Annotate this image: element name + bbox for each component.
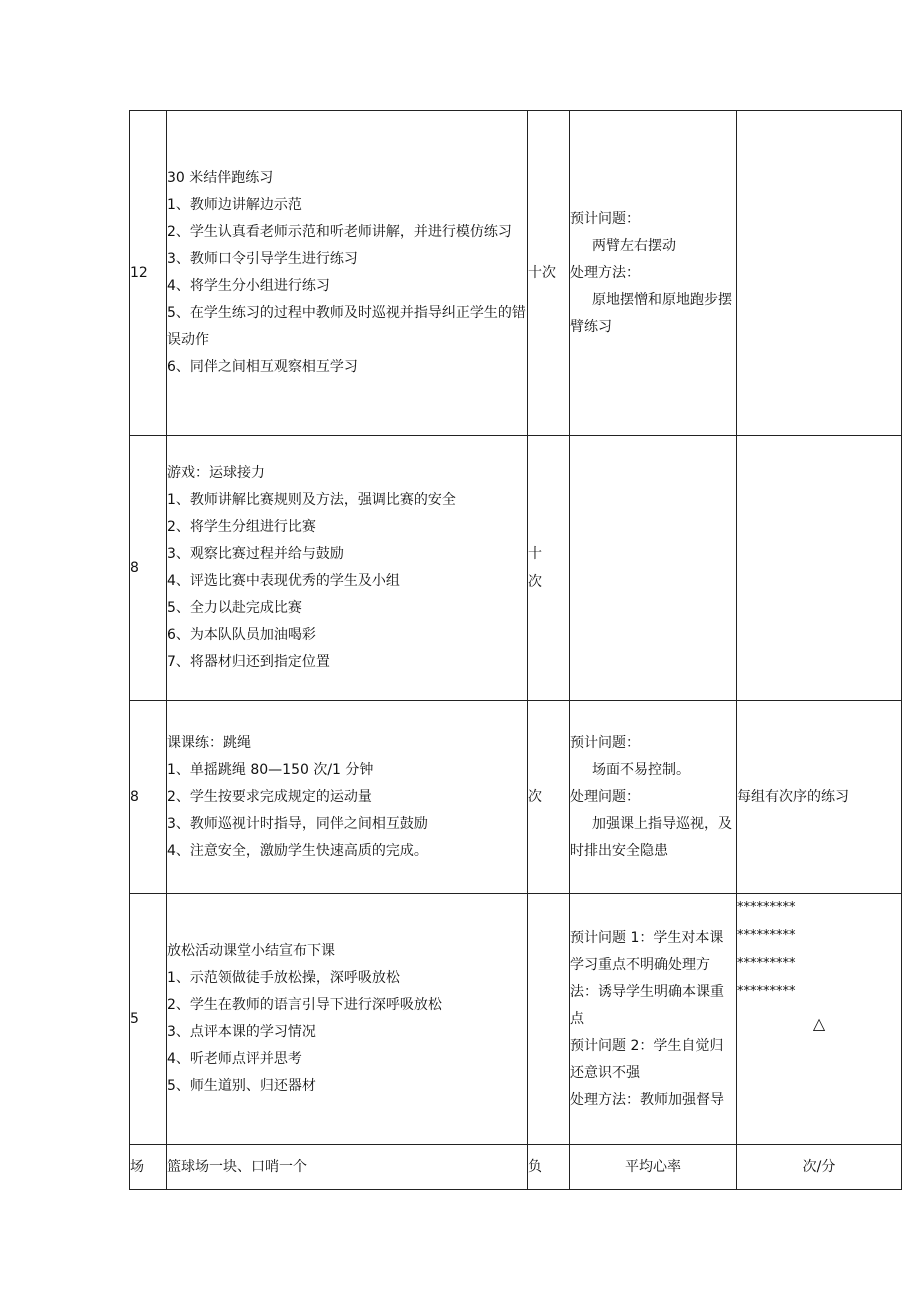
duration-cell: 12 [130,111,167,436]
formation-row: ********* [737,928,796,943]
list-item: 1、单摇跳绳 80—150 次/1 分钟 [167,761,374,778]
remarks-cell [737,436,902,701]
list-item: 2、学生在教师的语言引导下进行深呼吸放松 [167,997,442,1013]
venue-label: 场 [130,1145,167,1190]
table-row [130,111,902,436]
times-cell: 次 [528,701,570,894]
section-title: 放松活动课堂小结宣布下课 [167,943,335,959]
note-label: 处理方法： [570,264,640,281]
list-item: 4、听老师点评并思考 [167,1051,302,1067]
duration-cell: 8 [130,701,167,894]
notes-cell [570,701,737,894]
list-item: 6、同伴之间相互观察相互学习 [167,359,358,375]
duration-cell: 5 [130,894,167,1145]
section-title: 游戏：运球接力 [167,465,265,481]
note-label: 预计问题： [570,210,640,227]
note-text: 预计问题 2：学生自觉归还意识不强 [570,1037,724,1081]
list-item: 5、师生道别、归还器材 [167,1078,316,1094]
times-cell [528,436,570,701]
list-item: 6、为本队队员加油喝彩 [167,627,316,643]
list-item: 1、示范领做徒手放松操，深呼吸放松 [167,970,400,986]
list-item: 4、将学生分小组进行练习 [167,278,330,294]
note-label: 预计问题： [570,734,640,751]
formation-row: ********* [737,900,796,915]
heart-rate-unit: 次/分 [737,1145,902,1190]
content-cell [167,701,528,894]
list-item: 3、教师巡视计时指导，同伴之间相互鼓励 [167,815,428,832]
list-item: 2、学生认真看老师示范和听老师讲解，并进行模仿练习 [167,224,512,240]
content-cell [167,436,528,701]
note-text: 场面不易控制。 [592,761,690,778]
duration-cell: 8 [130,436,167,701]
table-row [130,1145,902,1190]
note-text: 预计问题 1：学生对本课学习重点不明确处理方法：诱导学生明确本课重点 [570,929,724,1027]
list-item: 2、将学生分组进行比赛 [167,519,316,535]
note-text: 两臂左右摆动 [592,237,676,254]
note-text: 处理方法：教师加强督导 [570,1091,724,1108]
list-item: 2、学生按要求完成规定的运动量 [167,788,372,805]
remarks-cell [737,111,902,436]
times-part: 十 [528,546,542,562]
heart-rate-label: 平均心率 [570,1145,737,1190]
list-item: 3、点评本课的学习情况 [167,1024,316,1040]
list-item: 4、注意安全，激励学生快速高质的完成。 [167,842,428,859]
list-item: 1、教师边讲解边示范 [167,197,302,213]
section-title: 课课练：跳绳 [167,734,251,751]
table-row [130,436,902,701]
list-item: 7、将器材归还到指定位置 [167,654,330,670]
load-label: 负 [528,1145,570,1190]
content-cell [167,894,528,1145]
remarks-cell: 每组有次序的练习 [737,701,902,894]
note-text: 原地摆憎和原地跑步摆臂练习 [570,291,732,335]
section-title: 30 米结伴跑练习 [167,170,274,186]
notes-cell [570,436,737,701]
formation-row: ********* [737,984,796,999]
formation-row: ********* [737,956,796,971]
note-text: 加强课上指导巡视，及时排出安全隐患 [570,815,732,859]
times-part: 次 [528,574,542,590]
list-item: 5、全力以赴完成比赛 [167,600,302,616]
content-cell [167,111,528,436]
list-item: 4、评选比赛中表现优秀的学生及小组 [167,573,400,589]
list-item: 5、在学生练习的过程中教师及时巡视并指导纠正学生的错误动作 [167,305,526,348]
lesson-plan-table [129,110,902,1190]
times-cell [528,894,570,1145]
list-item: 3、教师口令引导学生进行练习 [167,251,358,267]
table-row [130,894,902,1145]
times-cell: 十次 [528,111,570,436]
list-item: 1、教师讲解比赛规则及方法，强调比赛的安全 [167,492,456,508]
venue-equipment: 篮球场一块、口哨一个 [167,1145,528,1190]
formation-cell [737,894,902,1145]
note-label: 处理问题： [570,788,640,805]
table-row [130,701,902,894]
teacher-triangle-icon: △ [812,1014,826,1033]
list-item: 3、观察比赛过程并给与鼓励 [167,546,344,562]
notes-cell [570,111,737,436]
notes-cell [570,894,737,1145]
